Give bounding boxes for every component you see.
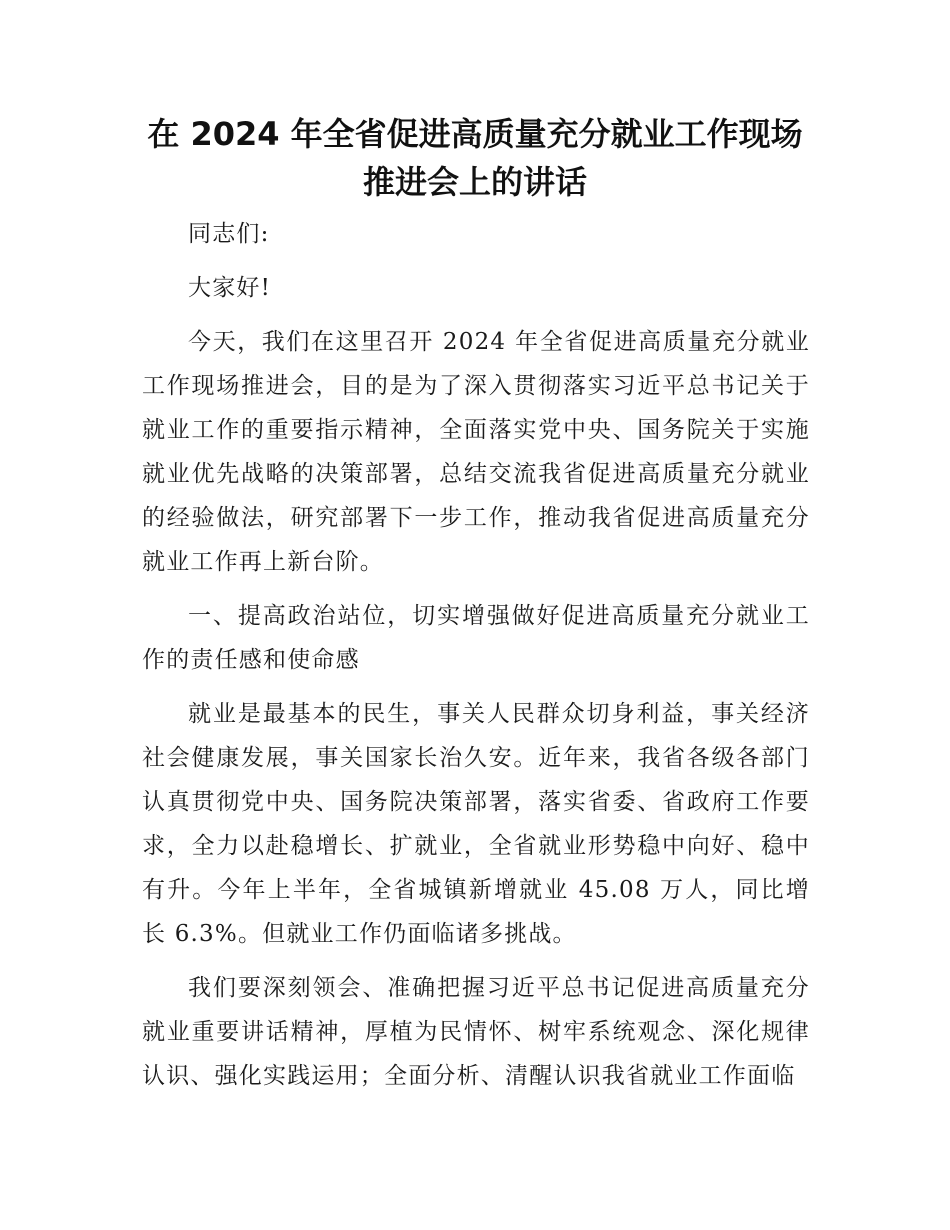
greeting: 大家好! [188, 275, 272, 301]
section-heading-1: 一、提高政治站位，切实增强做好促进高质量充分就业工作的责任感和使命感 [142, 603, 810, 673]
intro-paragraph: 今天，我们在这里召开 2024 年全省促进高质量充分就业工作现场推进会，目的是为了深入贯彻落实习近平总书记关于就业工作的重要指示精神，全面落实党中央、国务院关于实施就业优先战略的决策部署，总结交流我省促进高质量充分就业的经验做法，研究部署下一步工作，推动我省促进高质量充分就业工作再上新台阶。 [142, 329, 810, 575]
document-body [142, 212, 810, 1098]
body-paragraph: 我们要深刻领会、准确把握习近平总书记促进高质量充分就业重要讲话精神，厚植为民情怀、树牢系统观念、深化规律认识、强化实践运用；全面分析、清醒认识我省就业工作面临 [142, 975, 810, 1089]
salutation: 同志们: [188, 221, 270, 247]
body-paragraph: 就业是最基本的民生，事关人民群众切身利益，事关经济社会健康发展，事关国家长治久安。近年来，我省各级各部门认真贯彻党中央、国务院决策部署，落实省委、省政府工作要求，全力以赴稳增长、扩就业，全省就业形势稳中向好、稳中有升。今年上半年，全省城镇新增就业 45.08 万人，同比增长 6.3%。但就业工作仍面临诸多挑战。 [142, 701, 810, 947]
document-title: 在 2024 年全省促进高质量充分就业工作现场推进会上的讲话 [147, 115, 803, 201]
